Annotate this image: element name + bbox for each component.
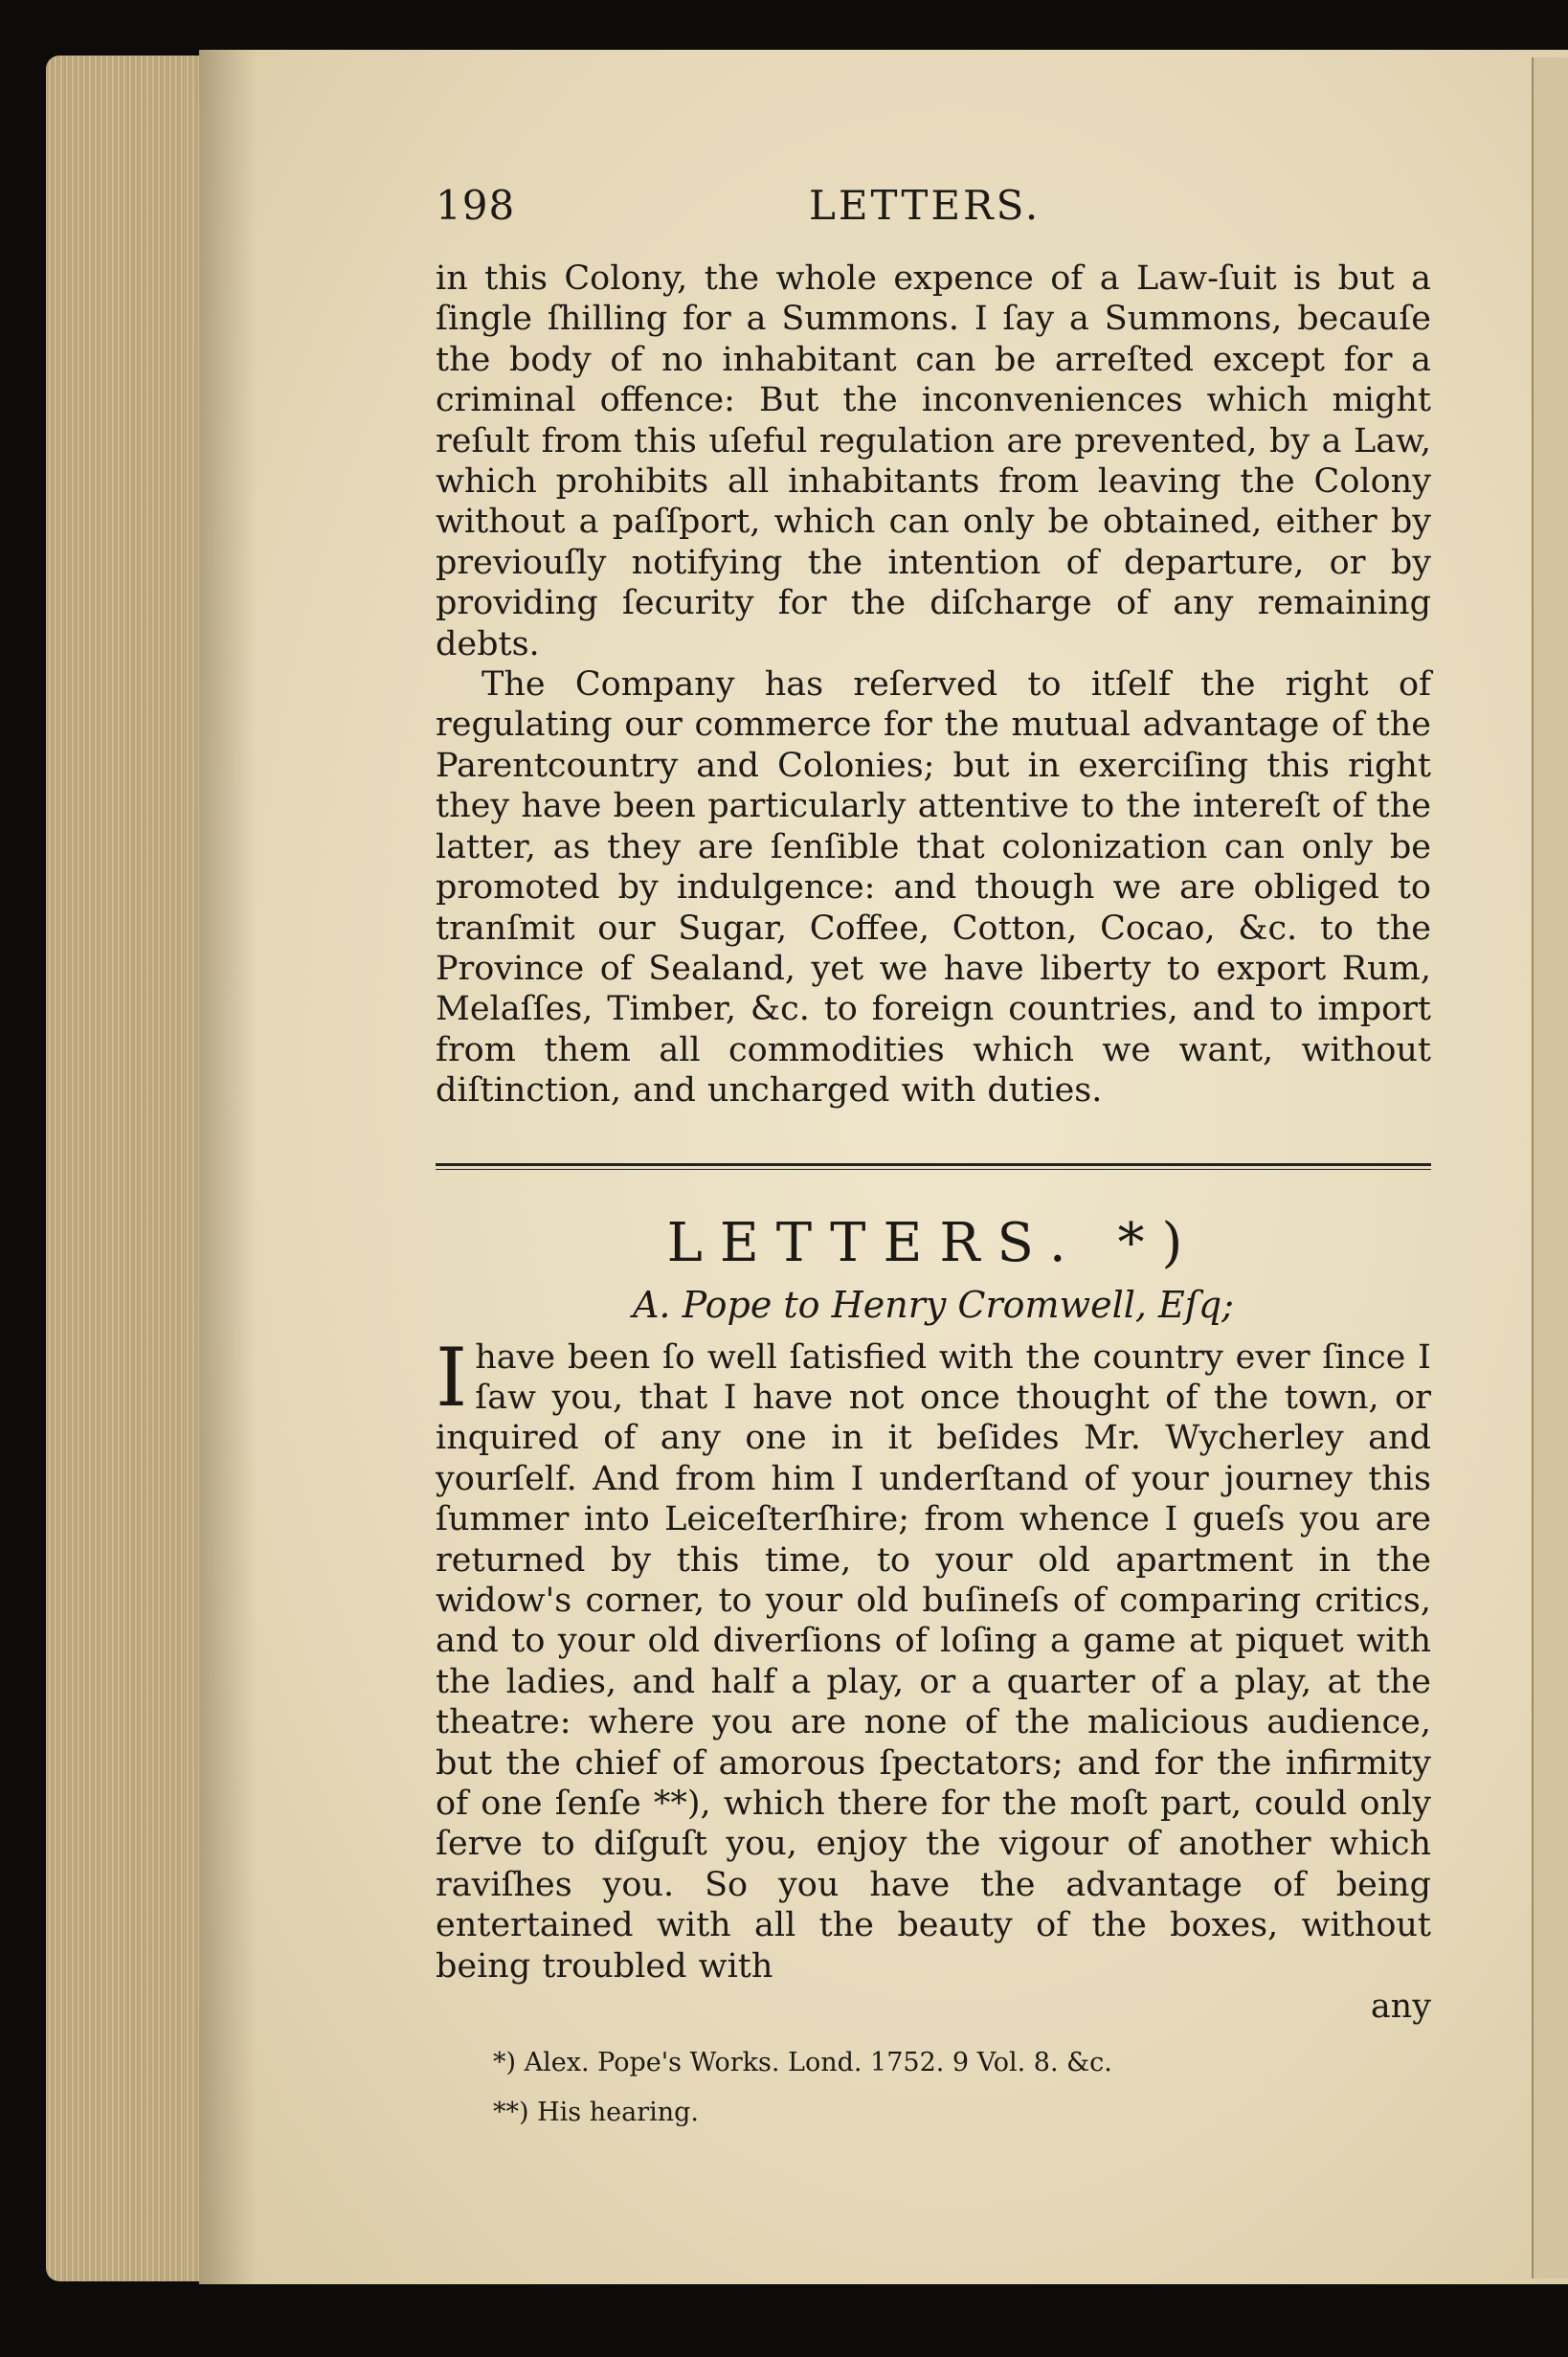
letter-body <box>436 1330 1431 1987</box>
letter-text: have been ſo well ſatisfied with the country ever ſince I ſaw you, that I have not once thought of the town, or inquired of any one in it beſides Mr. Wycherley and yourſelf. And from him I underſtand of your journey this ſummer into Leiceſterſhire; from whence I gueſs you are returned by this time, to your old apartment in the widow's corner, to your old buſineſs of comparing critics, and to your old diverſions of loſing a game at piquet with the ladies, and half a play, or a quarter of a play, at the theatre: where you are none of the malicious audience, but the chief of amorous ſpectators; and for the infirmity of one ſenſe **), which there for the moſt part, could only ſerve to diſguſt you, enjoy the vigour of another which raviſhes you. So you have the advantage of being entertained with all the beauty of the boxes, without being troubled with <box>436 1337 1431 1986</box>
paragraph-1: in this Colony, the whole expence of a Law-ſuit is but a ſingle ſhilling for a Summons. I ſay a Summons, becauſe the body of no inhabitant can be arreſted except for a criminal offence: But the inconveniences which might reſult from this uſeful regulation are prevented, by a Law, which prohibits all inhabitants from leaving the Colony without a paſſport, which can only be obtained, either by previouſly notifying the intention of departure, or by providing ſecurity for the diſcharge of any remaining debts. <box>436 259 1431 663</box>
drop-cap: I <box>436 1330 468 1425</box>
page-number: 198 <box>436 182 516 229</box>
footnotes <box>436 2038 1431 2138</box>
running-head <box>436 182 1431 258</box>
paragraph-2: The Company has reſerved to itſelf the right of regulating our commerce for the mutual advantage of the Parentcountry and Colonies; but in exerciſing this right they have been particularly attentive to the intereſt of the latter, as they are ſenſible that colonization can only be promoted by indulgence: and though we are obliged to tranſmit our Sugar, Coffee, Cotton, Cocao, &c. to the Province of Sealand, yet we have liberty to export Rum, Melaſſes, Timber, &c. to foreign countries, and to import from them all commodities which we want, without diſtinction, and uncharged with duties. <box>436 665 1431 1111</box>
page-edges <box>46 56 209 2281</box>
catchword: any <box>1370 1987 1431 2027</box>
gutter-shadow <box>199 50 257 2284</box>
footnote-1: *) Alex. Pope's Works. Lond. 1752. 9 Vol. 8. &c. <box>493 2048 1112 2078</box>
letter-heading: A. Pope to Henry Cromwell, Eſq; <box>632 1283 1234 1326</box>
running-title: LETTERS. <box>809 182 1042 229</box>
section-title: LETTERS. *) <box>666 1211 1200 1274</box>
footnote-2: **) His hearing. <box>493 2098 699 2128</box>
section-divider <box>436 1163 1431 1170</box>
text-block <box>436 182 1431 2138</box>
facing-page-edge <box>1532 57 1568 2278</box>
